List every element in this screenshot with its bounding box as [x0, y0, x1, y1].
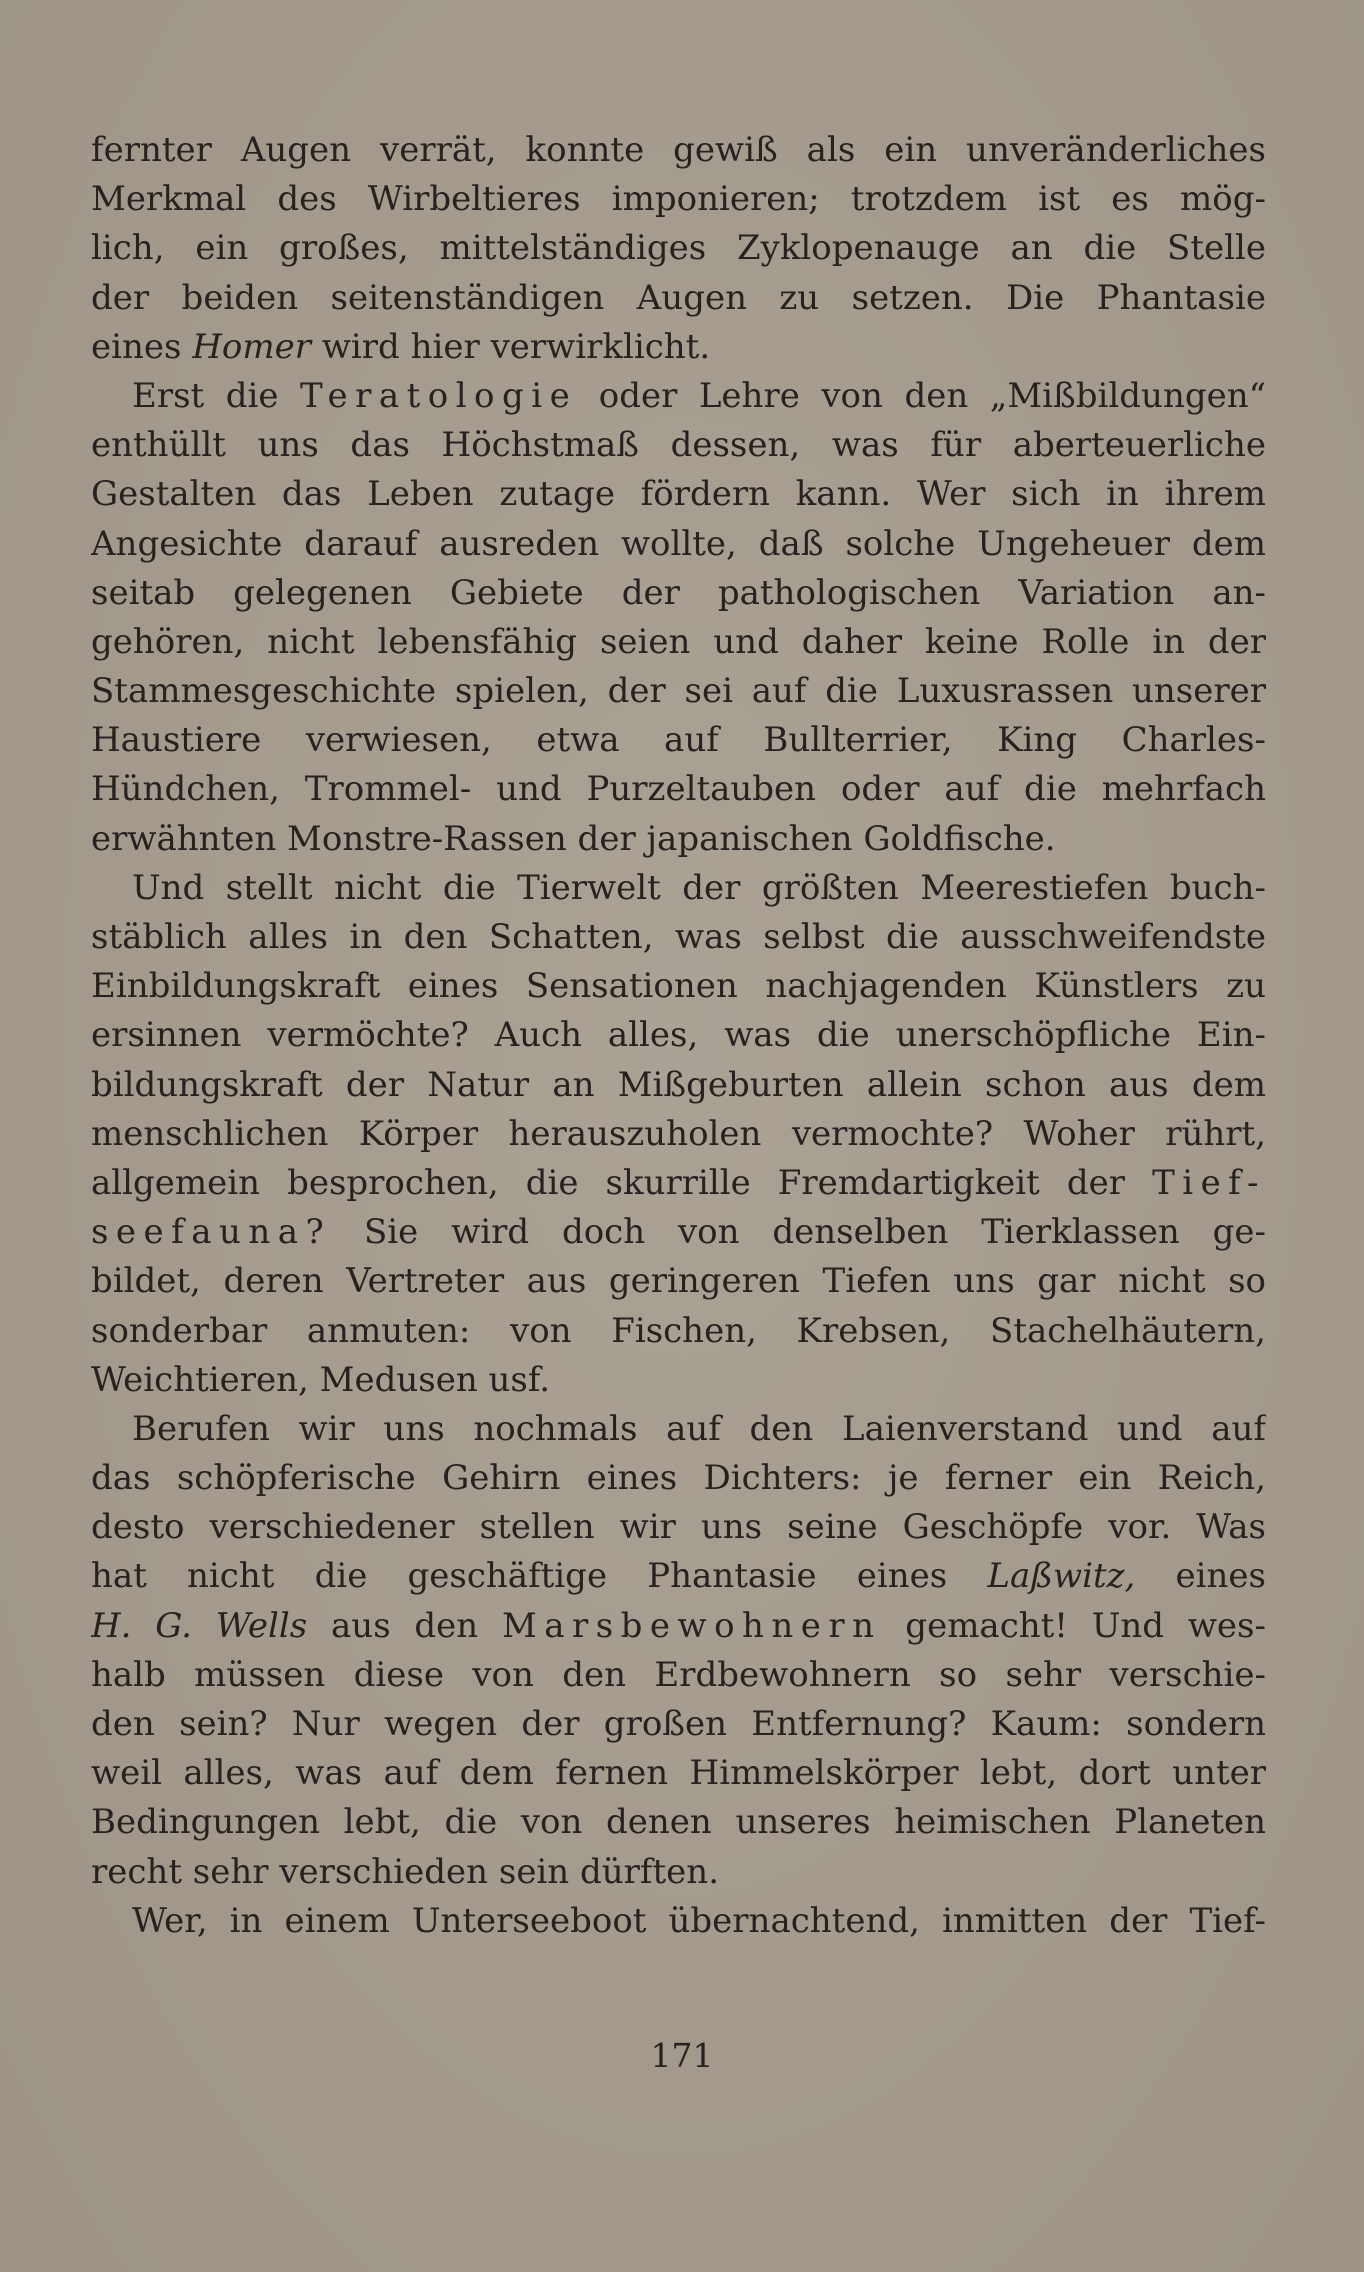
- text-run: wird hier verwirklicht.: [311, 326, 711, 367]
- text-line: [91, 1208, 1266, 1257]
- text-run: Berufen wir uns nochmals auf den Laienverstand und auf: [132, 1408, 1266, 1449]
- italic-text: Laßwitz,: [987, 1556, 1136, 1597]
- text-line: [91, 765, 1266, 814]
- text-run: Stammesgeschichte spielen, der sei auf die Luxusrassen unserer: [91, 671, 1266, 712]
- text-line: [91, 274, 1266, 323]
- text-line: [91, 569, 1266, 618]
- text-line: [91, 224, 1266, 273]
- text-line: [91, 1602, 1266, 1651]
- text-line: [91, 421, 1266, 470]
- text-run: der beiden seitenständigen Augen zu setzen. Die Phantasie: [91, 277, 1266, 318]
- text-line: [91, 864, 1266, 913]
- text-line: [91, 1011, 1266, 1060]
- text-line: [91, 913, 1266, 962]
- spaced-text: Tief-: [1152, 1162, 1266, 1203]
- text-run: eines: [91, 326, 193, 367]
- text-run: hat nicht die geschäftige Phantasie eines: [91, 1556, 988, 1597]
- text-run: halb müssen diese von den Erdbewohnern so sehr verschie-: [91, 1654, 1266, 1695]
- text-run: ersinnen vermöchte? Auch alles, was die unerschöpfliche Ein-: [91, 1015, 1266, 1056]
- text-run: das schöpferische Gehirn eines Dichters: je ferner ein Reich,: [91, 1458, 1266, 1499]
- text-line: [91, 1503, 1266, 1552]
- text-run: menschlichen Körper herauszuholen vermochte? Woher rührt,: [91, 1113, 1266, 1154]
- text-run: bildet, deren Vertreter aus geringeren Tiefen uns gar nicht so: [91, 1261, 1266, 1302]
- text-line: [91, 323, 1266, 372]
- text-line: [91, 1356, 1266, 1405]
- text-line: [91, 1848, 1266, 1897]
- text-line: [91, 1307, 1266, 1356]
- text-run: lich, ein großes, mittelständiges Zyklopenauge an die Stelle: [91, 228, 1266, 269]
- text-line: [91, 520, 1266, 569]
- italic-text: Homer: [192, 326, 312, 367]
- text-run: den sein? Nur wegen der großen Entfernung? Kaum: sondern: [91, 1704, 1266, 1744]
- text-run: weil alles, was auf dem fernen Himmelskörper lebt, dort unter: [91, 1753, 1266, 1794]
- text-line: [91, 618, 1266, 667]
- text-line: [91, 126, 1266, 175]
- text-run: Weichtieren, Medusen usf.: [91, 1359, 551, 1400]
- text-run: Merkmal des Wirbeltieres imponieren; trotzdem ist es mög-: [91, 179, 1266, 220]
- text-run: sonderbar anmuten: von Fischen, Krebsen, Stachelhäutern,: [91, 1310, 1266, 1351]
- text-run: Gestalten das Leben zutage fördern kann. Wer sich in ihrem: [91, 474, 1266, 515]
- text-line: [91, 667, 1266, 716]
- spaced-text: Marsbewohnern: [501, 1605, 882, 1646]
- text-line: [91, 1405, 1266, 1454]
- text-run: gemacht! Und wes-: [881, 1605, 1266, 1646]
- text-run: recht sehr verschieden sein dürften.: [91, 1851, 720, 1892]
- spaced-text: Teratologie: [300, 375, 578, 416]
- text-run: eines: [1135, 1556, 1266, 1597]
- text-run: Erst die: [132, 375, 300, 416]
- text-line: [91, 716, 1266, 765]
- text-line: [91, 1700, 1266, 1749]
- text-run: Wer, in einem Unterseeboot übernachtend, inmitten der Tief-: [132, 1900, 1266, 1941]
- italic-text: H. G. Wells: [91, 1605, 308, 1646]
- text-line: [91, 1651, 1266, 1700]
- text-line: [91, 1798, 1266, 1847]
- text-run: Und stellt nicht die Tierwelt der größten Meerestiefen buch-: [132, 867, 1266, 908]
- text-run: gehören, nicht lebensfähig seien und daher keine Rolle in der: [91, 621, 1266, 662]
- body-text: [91, 126, 1266, 1946]
- text-run: enthüllt uns das Höchstmaß dessen, was für aberteuerliche: [91, 425, 1266, 466]
- text-run: desto verschiedener stellen wir uns seine Geschöpfe vor. Was: [91, 1507, 1266, 1548]
- text-line: [91, 470, 1266, 519]
- text-line: [91, 1552, 1266, 1601]
- text-run: fernter Augen verrät, konnte gewiß als ein unveränderliches: [91, 130, 1266, 170]
- text-line: [91, 815, 1266, 864]
- text-run: Haustiere verwiesen, etwa auf Bullterrier, King Charles-: [91, 720, 1266, 761]
- text-line: [91, 1897, 1266, 1946]
- text-line: [91, 1454, 1266, 1503]
- text-line: [91, 1061, 1266, 1110]
- text-run: bildungskraft der Natur an Mißgeburten allein schon aus dem: [91, 1064, 1266, 1105]
- text-run: oder Lehre von den „Mißbildungen“: [577, 375, 1266, 416]
- text-line: [91, 1159, 1266, 1208]
- text-line: [91, 372, 1266, 421]
- text-line: [91, 175, 1266, 224]
- text-line: [91, 962, 1266, 1011]
- text-line: [91, 1749, 1266, 1798]
- text-run: Einbildungskraft eines Sensationen nachjagenden Künstlers zu: [91, 966, 1266, 1007]
- text-line: [91, 1110, 1266, 1159]
- page-number: 171: [650, 2036, 714, 2075]
- text-run: aus den: [307, 1605, 502, 1646]
- text-run: Angesichte darauf ausreden wollte, daß solche Ungeheuer dem: [91, 523, 1266, 564]
- text-line: [91, 1257, 1266, 1306]
- text-run: Bedingungen lebt, die von denen unseres heimischen Planeten: [91, 1802, 1266, 1843]
- text-run: Hündchen, Trommel- und Purzeltauben oder auf die mehrfach: [91, 769, 1266, 810]
- text-run: erwähnten Monstre-Rassen der japanischen Goldfische.: [91, 818, 1056, 859]
- text-run: seitab gelegenen Gebiete der pathologischen Variation an-: [91, 572, 1266, 613]
- spaced-text: seefauna?: [91, 1212, 332, 1253]
- text-run: allgemein besprochen, die skurrille Fremdartigkeit der: [91, 1162, 1153, 1203]
- text-run: Sie wird doch von denselben Tierklassen ge-: [331, 1212, 1266, 1253]
- text-run: stäblich alles in den Schatten, was selbst die ausschweifendste: [91, 917, 1266, 957]
